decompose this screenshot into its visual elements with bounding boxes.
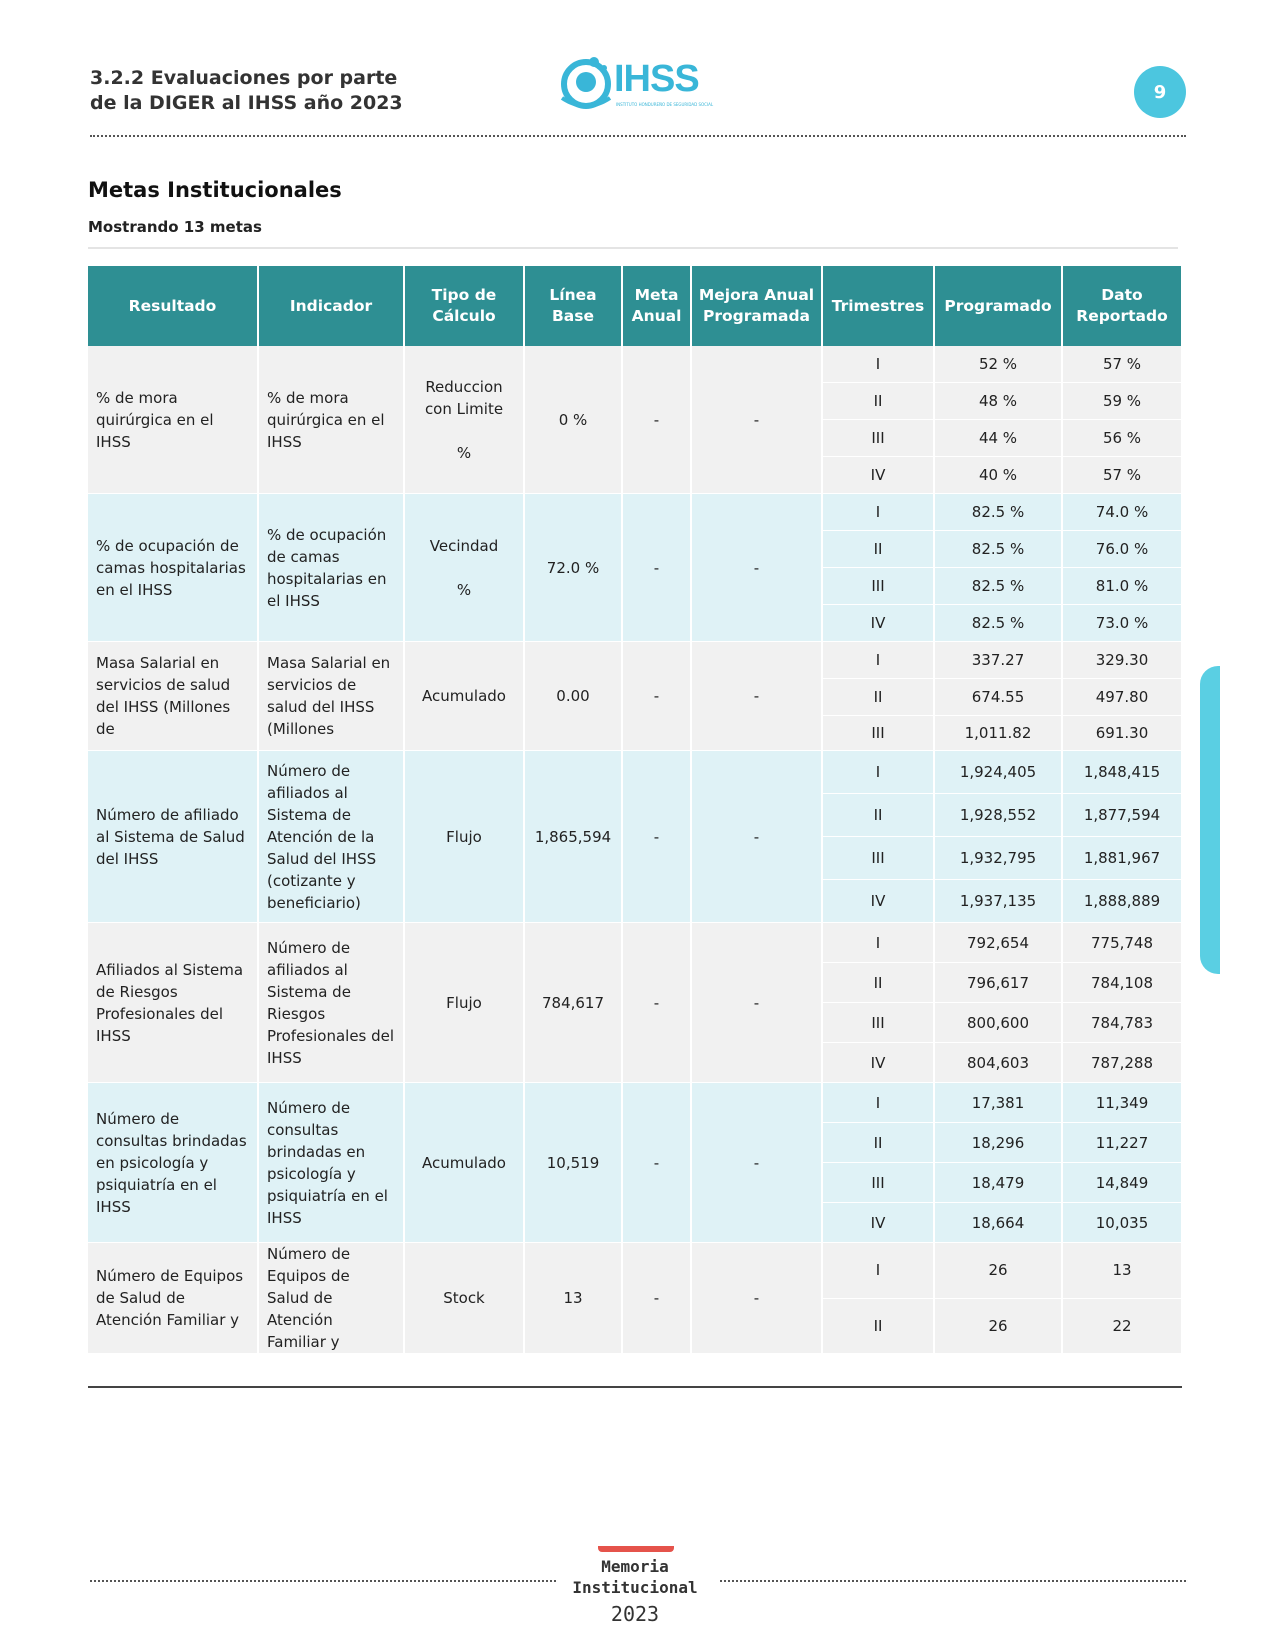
programado-cell: 82.5 %	[934, 605, 1062, 642]
linea-base-cell: 72.0 %	[524, 494, 622, 642]
dato-reportado-cell: 73.0 %	[1062, 605, 1182, 642]
dato-reportado-cell: 775,748	[1062, 923, 1182, 963]
column-header: Trimestres	[822, 266, 934, 346]
indicador-cell: Número de consultas brindadas en psicología y psiquiatría en el IHSS	[258, 1083, 404, 1243]
mejora-anual-cell: -	[691, 751, 822, 923]
resultado-cell: Masa Salarial en servicios de salud del IHSS (Millones de	[88, 642, 258, 751]
dato-reportado-cell: 59 %	[1062, 383, 1182, 420]
linea-base-cell: 13	[524, 1243, 622, 1354]
meta-anual-cell: -	[622, 751, 691, 923]
table-row	[88, 642, 1182, 679]
metas-table	[88, 266, 1182, 1354]
subtitle-divider	[88, 247, 1178, 249]
column-header: Programado	[934, 266, 1062, 346]
tipo-calculo-cell: Stock	[404, 1243, 524, 1354]
column-header: Indicador	[258, 266, 404, 346]
programado-cell: 796,617	[934, 963, 1062, 1003]
dato-reportado-cell: 784,108	[1062, 963, 1182, 1003]
programado-cell: 1,937,135	[934, 880, 1062, 923]
trimestre-cell: I	[822, 1243, 934, 1299]
dato-reportado-cell: 784,783	[1062, 1003, 1182, 1043]
resultado-cell: Número de consultas brindadas en psicología y psiquiatría en el IHSS	[88, 1083, 258, 1243]
linea-base-cell: 0 %	[524, 346, 622, 494]
programado-cell: 52 %	[934, 346, 1062, 383]
dato-reportado-cell: 691.30	[1062, 716, 1182, 751]
ihss-logo-icon	[556, 52, 616, 112]
ihss-logo	[556, 52, 726, 116]
trimestre-cell: I	[822, 494, 934, 531]
mejora-anual-cell: -	[691, 494, 822, 642]
metas-table-container	[88, 266, 1182, 1388]
programado-cell: 26	[934, 1298, 1062, 1354]
footer-accent-bar	[598, 1546, 674, 1552]
trimestre-cell: I	[822, 642, 934, 679]
dato-reportado-cell: 81.0 %	[1062, 568, 1182, 605]
programado-cell: 82.5 %	[934, 568, 1062, 605]
programado-cell: 1,011.82	[934, 716, 1062, 751]
column-header: Tipo de Cálculo	[404, 266, 524, 346]
side-tab-marker	[1200, 666, 1220, 974]
dato-reportado-cell: 1,881,967	[1062, 837, 1182, 880]
meta-anual-cell: -	[622, 1243, 691, 1354]
dato-reportado-cell: 11,227	[1062, 1123, 1182, 1163]
programado-cell: 337.27	[934, 642, 1062, 679]
programado-cell: 40 %	[934, 457, 1062, 494]
linea-base-cell: 1,865,594	[524, 751, 622, 923]
dato-reportado-cell: 329.30	[1062, 642, 1182, 679]
linea-base-cell: 10,519	[524, 1083, 622, 1243]
meta-anual-cell: -	[622, 1083, 691, 1243]
trimestre-cell: II	[822, 531, 934, 568]
dato-reportado-cell: 11,349	[1062, 1083, 1182, 1123]
table-row	[88, 346, 1182, 383]
column-header: Meta Anual	[622, 266, 691, 346]
trimestre-cell: II	[822, 963, 934, 1003]
footer-year: 2023	[610, 1602, 660, 1626]
table-body	[88, 346, 1182, 1354]
footer-divider-right	[720, 1580, 1186, 1582]
meta-anual-cell: -	[622, 642, 691, 751]
tipo-calculo-cell: Vecindad %	[404, 494, 524, 642]
linea-base-cell: 0.00	[524, 642, 622, 751]
trimestre-cell: II	[822, 679, 934, 716]
mejora-anual-cell: -	[691, 1243, 822, 1354]
dato-reportado-cell: 74.0 %	[1062, 494, 1182, 531]
trimestre-cell: III	[822, 716, 934, 751]
programado-cell: 674.55	[934, 679, 1062, 716]
trimestre-cell: I	[822, 346, 934, 383]
programado-cell: 800,600	[934, 1003, 1062, 1043]
programado-cell: 792,654	[934, 923, 1062, 963]
programado-cell: 17,381	[934, 1083, 1062, 1123]
meta-anual-cell: -	[622, 346, 691, 494]
tipo-calculo-cell: Flujo	[404, 923, 524, 1083]
trimestre-cell: III	[822, 1003, 934, 1043]
trimestre-cell: III	[822, 1163, 934, 1203]
section-title: Metas Institucionales	[88, 178, 342, 202]
dato-reportado-cell: 22	[1062, 1298, 1182, 1354]
trimestre-cell: II	[822, 794, 934, 837]
table-row	[88, 1083, 1182, 1123]
dato-reportado-cell: 787,288	[1062, 1043, 1182, 1083]
header-divider	[90, 135, 1186, 137]
resultado-cell: Afiliados al Sistema de Riesgos Profesionales del IHSS	[88, 923, 258, 1083]
programado-cell: 1,932,795	[934, 837, 1062, 880]
indicador-cell: % de ocupación de camas hospitalarias en el IHSS	[258, 494, 404, 642]
trimestre-cell: IV	[822, 457, 934, 494]
programado-cell: 82.5 %	[934, 531, 1062, 568]
meta-anual-cell: -	[622, 923, 691, 1083]
mejora-anual-cell: -	[691, 923, 822, 1083]
trimestre-cell: II	[822, 1123, 934, 1163]
dato-reportado-cell: 497.80	[1062, 679, 1182, 716]
tipo-calculo-cell: Reduccion con Limite %	[404, 346, 524, 494]
mejora-anual-cell: -	[691, 346, 822, 494]
dato-reportado-cell: 13	[1062, 1243, 1182, 1299]
trimestre-cell: I	[822, 923, 934, 963]
dato-reportado-cell: 57 %	[1062, 457, 1182, 494]
column-header: Dato Reportado	[1062, 266, 1182, 346]
tipo-calculo-cell: Acumulado	[404, 1083, 524, 1243]
document-section-title: 3.2.2 Evaluaciones por parte de la DIGER al IHSS año 2023	[90, 67, 403, 114]
programado-cell: 26	[934, 1243, 1062, 1299]
indicador-cell: Número de afiliados al Sistema de Atención de la Salud del IHSS (cotizante y beneficiario)	[258, 751, 404, 923]
section-subtitle: Mostrando 13 metas	[88, 218, 262, 236]
programado-cell: 82.5 %	[934, 494, 1062, 531]
programado-cell: 18,479	[934, 1163, 1062, 1203]
dato-reportado-cell: 1,888,889	[1062, 880, 1182, 923]
footer-divider-left	[90, 1580, 556, 1582]
resultado-cell: Número de afiliado al Sistema de Salud del IHSS	[88, 751, 258, 923]
dato-reportado-cell: 14,849	[1062, 1163, 1182, 1203]
trimestre-cell: IV	[822, 1043, 934, 1083]
table-row	[88, 1243, 1182, 1299]
dato-reportado-cell: 1,848,415	[1062, 751, 1182, 794]
table-row	[88, 751, 1182, 794]
programado-cell: 18,664	[934, 1203, 1062, 1243]
trimestre-cell: I	[822, 1083, 934, 1123]
resultado-cell: Número de Equipos de Salud de Atención Familiar y	[88, 1243, 258, 1354]
table-row	[88, 923, 1182, 963]
column-header: Línea Base	[524, 266, 622, 346]
programado-cell: 48 %	[934, 383, 1062, 420]
dato-reportado-cell: 57 %	[1062, 346, 1182, 383]
indicador-cell: Masa Salarial en servicios de salud del IHSS (Millones	[258, 642, 404, 751]
column-header: Mejora Anual Programada	[691, 266, 822, 346]
table-row	[88, 494, 1182, 531]
indicador-cell: % de mora quirúrgica en el IHSS	[258, 346, 404, 494]
trimestre-cell: II	[822, 1298, 934, 1354]
trimestre-cell: III	[822, 568, 934, 605]
indicador-cell: Número de afiliados al Sistema de Riesgos Profesionales del IHSS	[258, 923, 404, 1083]
trimestre-cell: IV	[822, 605, 934, 642]
linea-base-cell: 784,617	[524, 923, 622, 1083]
trimestre-cell: I	[822, 751, 934, 794]
indicador-cell: Número de Equipos de Salud de Atención Familiar y	[258, 1243, 404, 1354]
programado-cell: 1,928,552	[934, 794, 1062, 837]
logo-text: IHSS	[614, 58, 699, 100]
trimestre-cell: III	[822, 837, 934, 880]
dato-reportado-cell: 1,877,594	[1062, 794, 1182, 837]
meta-anual-cell: -	[622, 494, 691, 642]
trimestre-cell: IV	[822, 880, 934, 923]
table-header-row	[88, 266, 1182, 346]
mejora-anual-cell: -	[691, 642, 822, 751]
trimestre-cell: IV	[822, 1203, 934, 1243]
programado-cell: 44 %	[934, 420, 1062, 457]
dato-reportado-cell: 10,035	[1062, 1203, 1182, 1243]
mejora-anual-cell: -	[691, 1083, 822, 1243]
tipo-calculo-cell: Acumulado	[404, 642, 524, 751]
logo-subtext: INSTITUTO HONDUREÑO DE SEGURIDAD SOCIAL	[616, 102, 714, 107]
programado-cell: 804,603	[934, 1043, 1062, 1083]
footer-label: Memoria Institucional	[572, 1557, 698, 1597]
dato-reportado-cell: 76.0 %	[1062, 531, 1182, 568]
programado-cell: 1,924,405	[934, 751, 1062, 794]
resultado-cell: % de mora quirúrgica en el IHSS	[88, 346, 258, 494]
trimestre-cell: III	[822, 420, 934, 457]
trimestre-cell: II	[822, 383, 934, 420]
tipo-calculo-cell: Flujo	[404, 751, 524, 923]
page-number-badge: 9	[1134, 66, 1186, 118]
programado-cell: 18,296	[934, 1123, 1062, 1163]
column-header: Resultado	[88, 266, 258, 346]
resultado-cell: % de ocupación de camas hospitalarias en el IHSS	[88, 494, 258, 642]
dato-reportado-cell: 56 %	[1062, 420, 1182, 457]
